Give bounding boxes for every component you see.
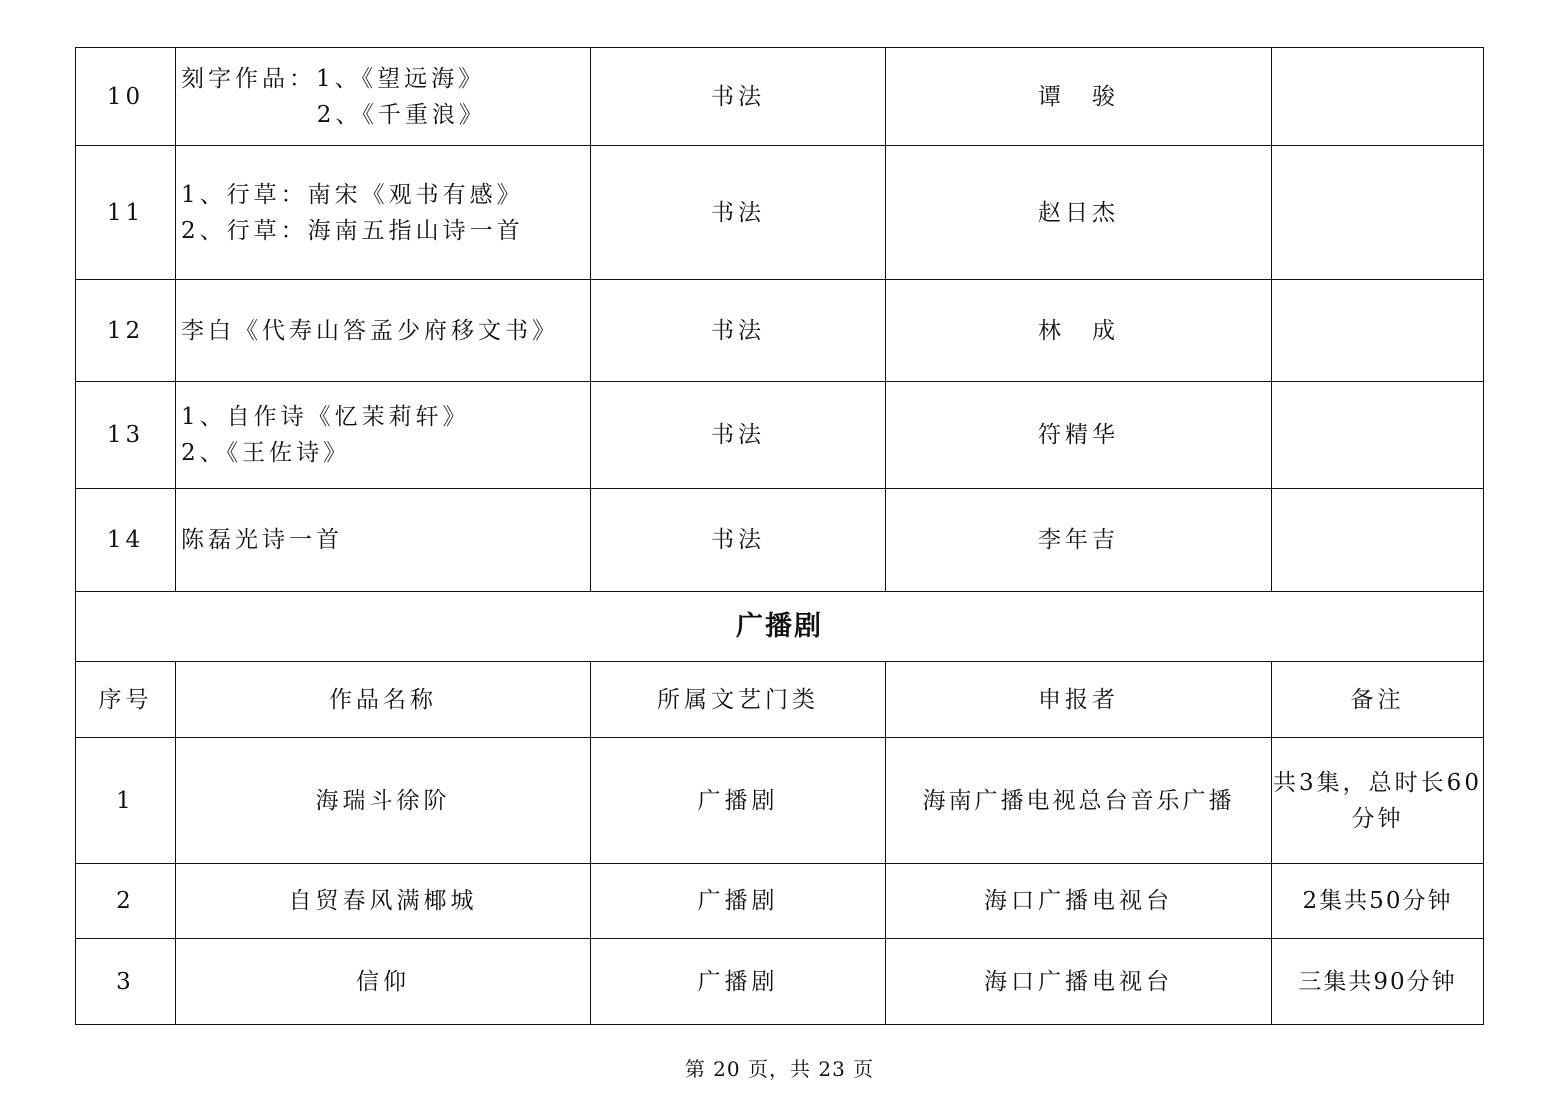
work-applicant: 海口广播电视台 (886, 864, 1272, 939)
work-remarks (1272, 864, 1484, 939)
work-remarks (1272, 48, 1484, 146)
table-row (76, 738, 1484, 864)
table-row (76, 489, 1484, 592)
row-number: 12 (76, 280, 176, 382)
table-row (76, 280, 1484, 382)
work-category: 书法 (591, 280, 886, 382)
work-applicant: 赵日杰 (886, 146, 1272, 280)
remarks-line: 分钟 (1351, 805, 1404, 832)
work-applicant: 林 成 (886, 280, 1272, 382)
work-applicant: 李年吉 (886, 489, 1272, 592)
header-row (76, 662, 1484, 738)
work-applicant: 海南广播电视总台音乐广播 (886, 738, 1272, 864)
row-number: 2 (76, 864, 176, 939)
header-category: 所属文艺门类 (591, 662, 886, 738)
row-number: 14 (76, 489, 176, 592)
table-row (76, 864, 1484, 939)
row-number: 13 (76, 382, 176, 489)
row-number: 10 (76, 48, 176, 146)
work-category: 广播剧 (591, 864, 886, 939)
remarks-line: 三集共90分钟 (1298, 968, 1457, 995)
remarks-line: 共3集，总时长60 (1273, 769, 1482, 796)
work-applicant: 符精华 (886, 382, 1272, 489)
table-row (76, 146, 1484, 280)
work-category: 广播剧 (591, 939, 886, 1025)
work-title-line: 1、行草：南宋《观书有感》 (181, 181, 524, 208)
work-category: 书法 (591, 489, 886, 592)
work-title-line: 李白《代寿山答孟少府移文书》 (181, 317, 559, 344)
work-title (176, 280, 591, 382)
table-row (76, 48, 1484, 146)
section-title: 广播剧 (76, 592, 1484, 662)
work-category: 广播剧 (591, 738, 886, 864)
work-category: 书法 (591, 382, 886, 489)
row-number: 1 (76, 738, 176, 864)
work-title (176, 382, 591, 489)
work-category: 书法 (591, 146, 886, 280)
work-title (176, 146, 591, 280)
work-title-line: 2、《王佐诗》 (181, 440, 351, 466)
header-no: 序号 (76, 662, 176, 738)
page-footer: 第 20 页，共 23 页 (684, 1057, 875, 1081)
work-applicant: 谭 骏 (886, 48, 1272, 146)
work-remarks (1272, 146, 1484, 280)
work-title: 自贸春风满椰城 (176, 864, 591, 939)
work-title (176, 48, 591, 146)
work-remarks (1272, 280, 1484, 382)
work-title (176, 489, 591, 592)
work-applicant: 海口广播电视台 (886, 939, 1272, 1025)
row-number: 11 (76, 146, 176, 280)
work-title-line: 刻字作品：1、《望远海》 (181, 65, 486, 92)
section-title-row (76, 592, 1484, 662)
table-row (76, 939, 1484, 1025)
work-title: 海瑞斗徐阶 (176, 738, 591, 864)
work-title: 信仰 (176, 939, 591, 1025)
header-remarks: 备注 (1272, 662, 1484, 738)
header-applicant: 申报者 (886, 662, 1272, 738)
work-remarks (1272, 489, 1484, 592)
work-category: 书法 (591, 48, 886, 146)
table-row (76, 382, 1484, 489)
work-title-line: 1、自作诗《忆茉莉轩》 (181, 404, 470, 430)
remarks-line: 2集共50分钟 (1302, 888, 1453, 914)
header-title: 作品名称 (176, 662, 591, 738)
work-remarks (1272, 738, 1484, 864)
work-title-line: 2、行草：海南五指山诗一首 (181, 217, 524, 244)
row-number: 3 (76, 939, 176, 1025)
work-title-line: 2、《千重浪》 (181, 101, 486, 128)
work-remarks (1272, 939, 1484, 1025)
work-remarks (1272, 382, 1484, 489)
work-title-line: 陈磊光诗一首 (181, 527, 343, 553)
works-table (75, 47, 1484, 1025)
